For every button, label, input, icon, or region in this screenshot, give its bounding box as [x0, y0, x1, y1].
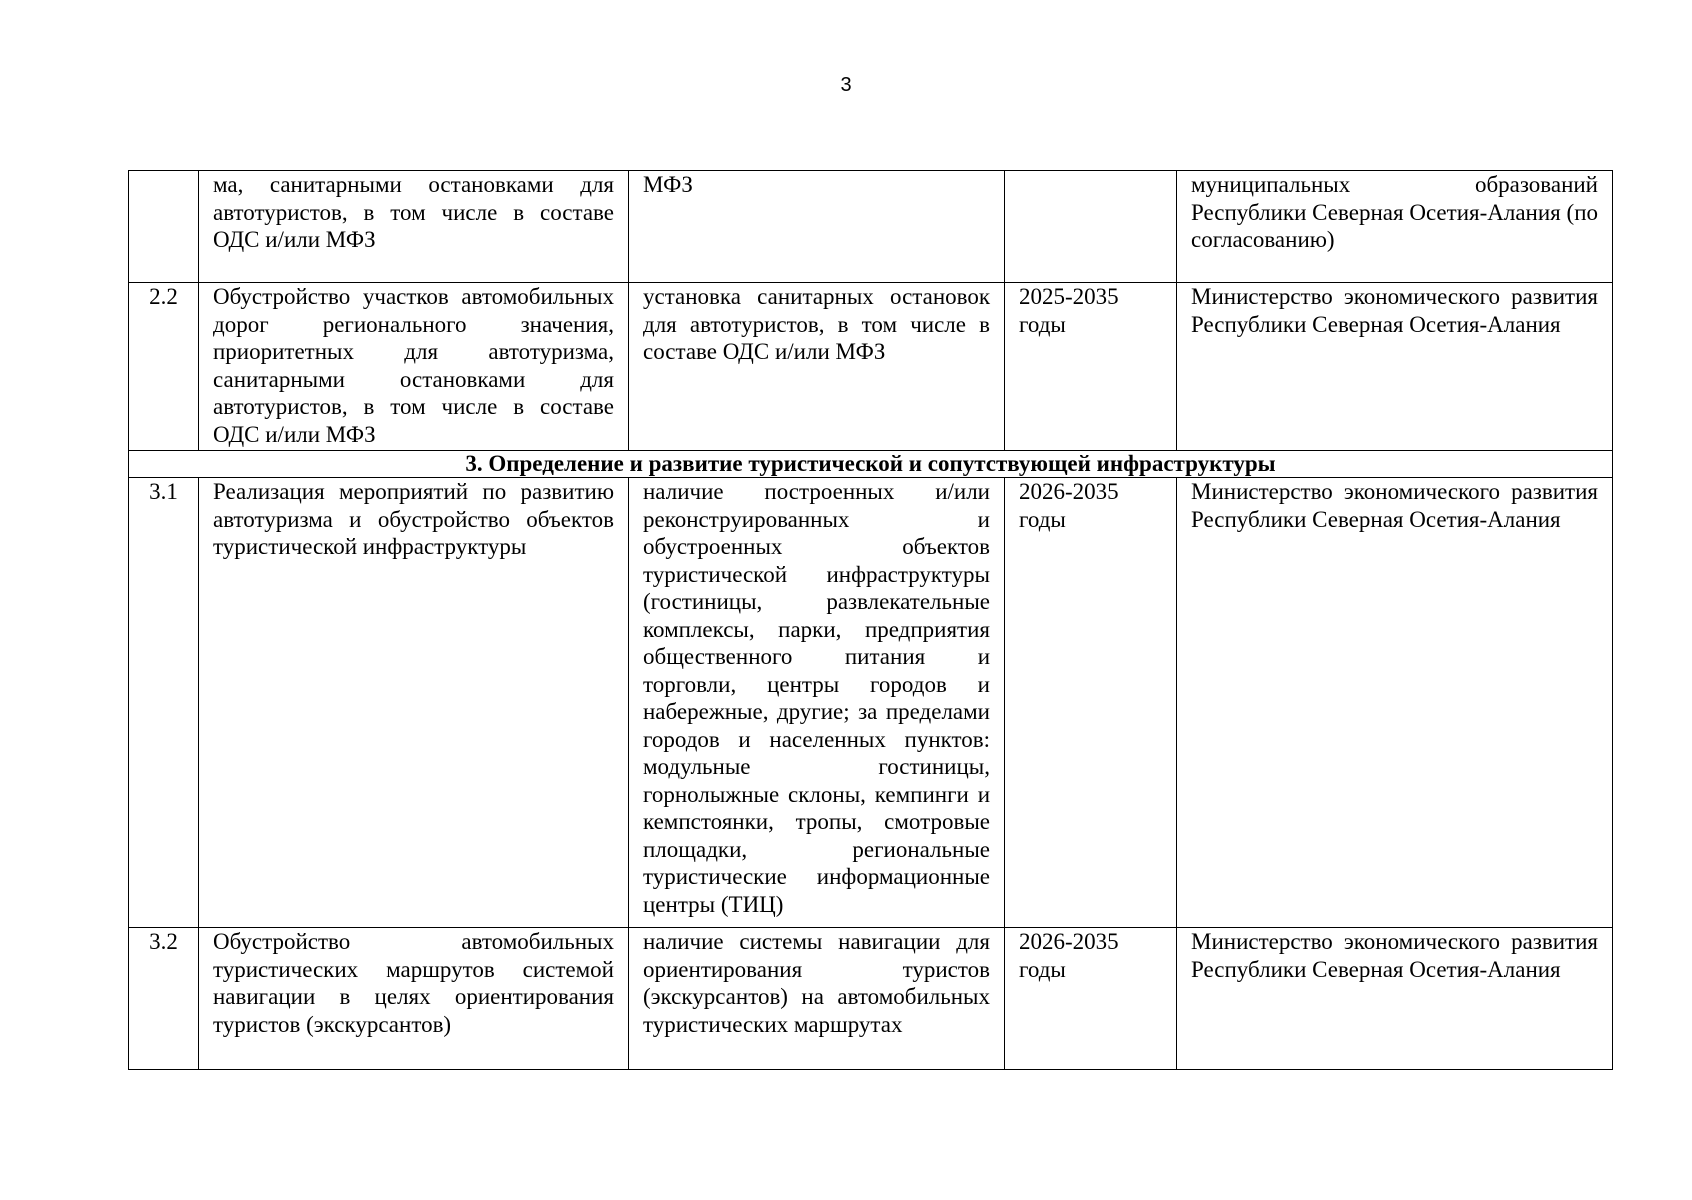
event-cell: Обустройство участков автомобильных дорог регионального значения, приоритетных для автотуризма, санитарными остановками для автотуристов, в том числе в составе ОДС и/или МФЗ — [199, 283, 629, 451]
responsible-cell: Министерство экономического развития Республики Северная Осетия-Алания — [1177, 283, 1613, 451]
table-row — [129, 928, 1613, 1070]
result-cell: наличие построенных и/или реконструированных и обустроенных объектов туристической инфраструктуры (гостиницы, развлекательные комплексы, парки, предприятия общественного питания и торговли, центры городов и набережные, другие; за пределами городов и населенных пунктов: модульные гостиницы, горнолыжные склоны, кемпинги и кемпстоянки, тропы, смотровые площадки, региональные туристические информационные центры (ТИЦ) — [629, 478, 1005, 928]
event-cell: ма, санитарными остановками для автотуристов, в том числе в составе ОДС и/или МФЗ — [199, 171, 629, 283]
event-cell: Реализация мероприятий по развитию автотуризма и обустройство объектов туристической инфраструктуры — [199, 478, 629, 928]
term-cell: 2025-2035 годы — [1005, 283, 1177, 451]
term-cell: 2026-2035 годы — [1005, 478, 1177, 928]
result-cell: МФЗ — [629, 171, 1005, 283]
row-number-cell: 2.2 — [129, 283, 199, 451]
result-cell: наличие системы навигации для ориентирования туристов (экскурсантов) на автомобильных туристических маршрутах — [629, 928, 1005, 1070]
responsible-cell: Министерство экономического развития Республики Северная Осетия-Алания — [1177, 928, 1613, 1070]
page-number: 3 — [840, 74, 852, 96]
table-row — [129, 283, 1613, 451]
measures-table — [128, 170, 1613, 1070]
responsible-cell: муниципальных образований Республики Северная Осетия-Алания (по согласованию) — [1177, 171, 1613, 283]
section-heading: 3. Определение и развитие туристической и сопутствующей инфраструктуры — [129, 451, 1613, 478]
term-cell: 2026-2035 годы — [1005, 928, 1177, 1070]
row-number-cell: 3.1 — [129, 478, 199, 928]
result-cell: установка санитарных остановок для автотуристов, в том числе в составе ОДС и/или МФЗ — [629, 283, 1005, 451]
row-number-cell — [129, 171, 199, 283]
responsible-cell: Министерство экономического развития Республики Северная Осетия-Алания — [1177, 478, 1613, 928]
row-number-cell: 3.2 — [129, 928, 199, 1070]
term-cell — [1005, 171, 1177, 283]
table-row — [129, 171, 1613, 283]
event-cell: Обустройство автомобильных туристических маршрутов системой навигации в целях ориентирования туристов (экскурсантов) — [199, 928, 629, 1070]
section-row — [129, 451, 1613, 478]
table-row — [129, 478, 1613, 928]
